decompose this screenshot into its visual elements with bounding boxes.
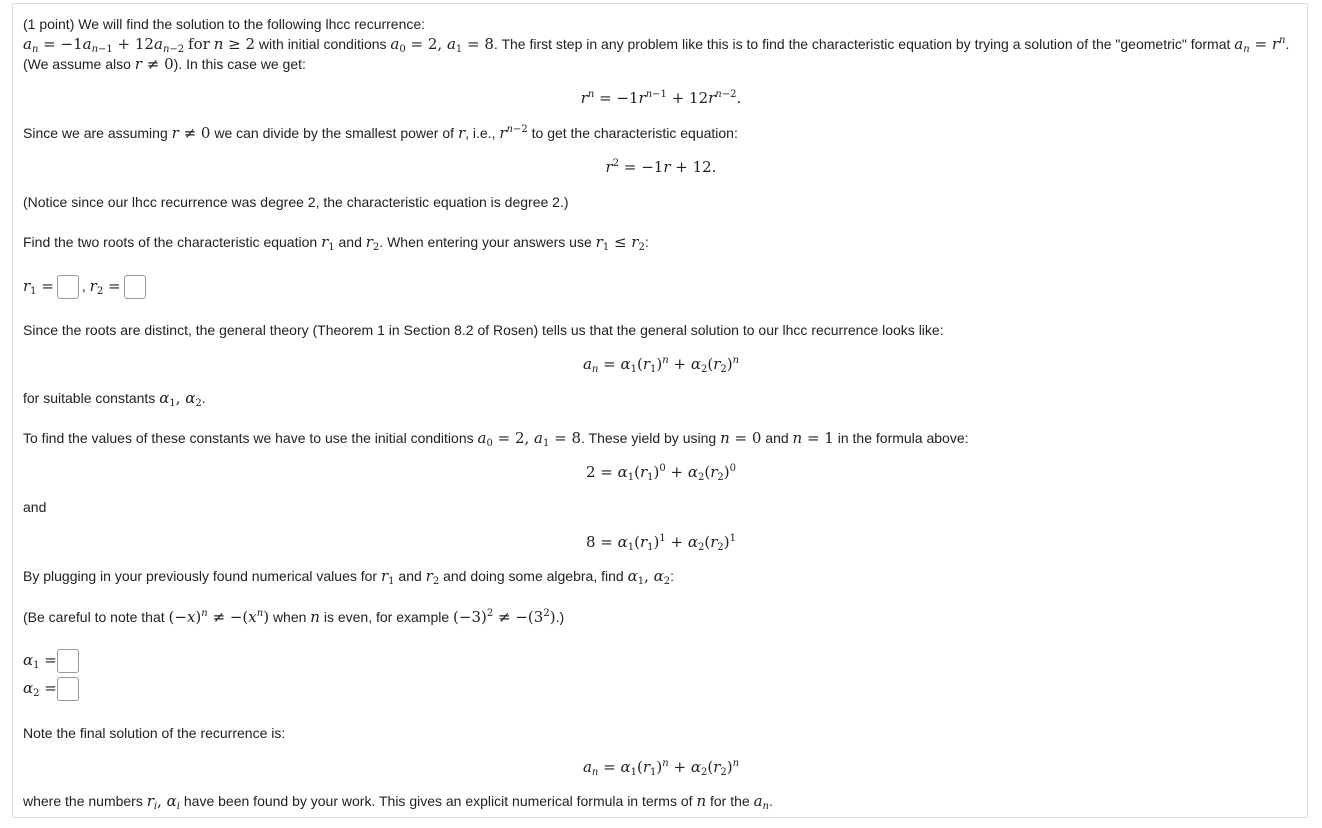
plug-r2: $r_2$: [425, 567, 440, 587]
display-equation-1: $r^n = -1r^{n-1} + 12r^{n-2}$.: [580, 89, 742, 107]
where-for: for the: [710, 793, 750, 809]
alpha1-row: [23, 647, 79, 673]
divide-post: to get the characteristic equation:: [531, 125, 738, 141]
recurrence-math: $a_n = -1a_{n-1} + 12a_{n-2}$: [23, 35, 185, 55]
suitable-line: [23, 389, 206, 407]
careful-line: [23, 608, 564, 626]
where-end: .: [769, 793, 773, 809]
initial-mid: . These yield by using: [581, 430, 717, 446]
divide-mid: we can divide by the smallest power of: [214, 125, 455, 141]
careful-example: $(-3)^2 \ne -(3^2)$: [453, 608, 556, 626]
careful-math: $(-x)^n \ne -(x^n)$: [168, 608, 270, 626]
plug-and: and: [398, 568, 422, 584]
alpha2-label: $\alpha_2$ =: [23, 679, 57, 699]
find-roots-pre: Find the two roots of the characteristic equation: [23, 234, 318, 250]
equation-2: $8 = \alpha_1(r_1)^1 + \alpha_2(r_2)^1$: [585, 533, 737, 553]
r1-label: $r_1$ =: [23, 277, 54, 297]
period: .: [1285, 36, 1290, 52]
n1-math: n = 1: [792, 429, 834, 447]
order-math: $r_1 \le r_2$: [595, 233, 645, 253]
alpha1-answer-input[interactable]: [57, 649, 79, 673]
where-n: n: [696, 792, 707, 810]
careful-mid: when: [272, 609, 307, 625]
roots-separator: ,: [81, 278, 86, 294]
plug-colon: :: [670, 568, 675, 584]
condition-math: n ≥ 2: [213, 35, 256, 53]
assume-pre: (We assume also: [23, 56, 131, 72]
where-mid: have been found by your work. This gives an explicit numerical formula in terms of: [183, 793, 693, 809]
divide-line: [23, 124, 738, 142]
assume-math: r ≠ 0: [134, 55, 174, 73]
find-roots-post: . When entering your answers use: [379, 234, 592, 250]
r1-answer-input[interactable]: [57, 275, 79, 299]
geometric-math: $a_n = r^n$: [1234, 35, 1286, 55]
with-text: with initial conditions: [258, 36, 387, 52]
where-an: $a_n$: [753, 792, 769, 812]
alpha1-label: $\alpha_1$ =: [23, 651, 57, 671]
suitable-math: $\alpha_1$, $\alpha_2$: [159, 389, 202, 409]
alpha2-row: [23, 675, 79, 701]
and-line: and: [23, 499, 47, 515]
careful-n: n: [310, 608, 320, 626]
careful-pre: (Be careful to note that: [23, 609, 165, 625]
initial-line: [23, 429, 969, 447]
initial-conditions-math: $a_0 = 2$, $a_1 = 8$: [390, 35, 494, 55]
n0-math: n = 0: [720, 429, 762, 447]
first-step-text: . The first step in any problem like this is to find the characteristic equation by trying a solution of the "geometric" format: [493, 36, 1231, 52]
assume-post: ). In this case we get:: [173, 56, 306, 72]
problem-panel: [12, 3, 1308, 818]
plug-post: and doing some algebra, find: [443, 568, 624, 584]
plug-line: [23, 567, 674, 585]
order-colon: :: [644, 234, 649, 250]
where-line: [23, 792, 773, 810]
divide-pre: Since we are assuming: [23, 125, 168, 141]
find-roots-and: and: [338, 234, 362, 250]
divide-power: $r^{n-2}$: [499, 124, 528, 142]
notice-text: (Notice since our lhcc recurrence was degree 2, the characteristic equation is degree 2.): [23, 194, 569, 210]
careful-mid2: is even, for example: [323, 609, 450, 625]
general-solution: $a_n = \alpha_1(r_1)^n + \alpha_2(r_2)^n$: [582, 355, 740, 375]
find-roots-line: [23, 233, 649, 251]
distinct-text: Since the roots are distinct, the general theory (Theorem 1 in Section 8.2 of Rosen) tells us that the general solution to our lhcc recurrence looks like:: [23, 322, 944, 338]
suitable-pre: for suitable constants: [23, 390, 156, 406]
and-text: and: [765, 430, 789, 446]
initial-math: $a_0 = 2$, $a_1 = 8$: [477, 429, 582, 449]
display-equation-2: $r^2 = -1r + 12$.: [605, 158, 717, 176]
equation-1: $2 = \alpha_1(r_1)^0 + \alpha_2(r_2)^0$: [585, 463, 737, 483]
initial-post: in the formula above:: [837, 430, 969, 446]
final-solution: $a_n = \alpha_1(r_1)^n + \alpha_2(r_2)^n$: [582, 758, 740, 778]
assume-line: [23, 55, 306, 73]
where-math: $r_i$, $\alpha_i$: [146, 792, 180, 812]
careful-post: .): [555, 609, 565, 625]
plug-alphas: $\alpha_1$, $\alpha_2$: [627, 567, 671, 587]
plug-r1: $r_1$: [380, 567, 395, 587]
recurrence-line: [23, 35, 1289, 53]
r2-answer-input[interactable]: [124, 275, 146, 299]
plug-pre: By plugging in your previously found numerical values for: [23, 568, 378, 584]
divide-r: r: [457, 124, 466, 142]
intro-text: (1 point) We will find the solution to the following lhcc recurrence:: [23, 16, 426, 32]
r2-label: $r_2$ =: [89, 277, 121, 297]
alpha2-answer-input[interactable]: [57, 677, 79, 701]
for-word: for: [188, 35, 210, 53]
divide-math: r ≠ 0: [171, 124, 211, 142]
where-pre: where the numbers: [23, 793, 143, 809]
roots-answer-row: [23, 273, 146, 299]
note-final-text: Note the final solution of the recurrence is:: [23, 725, 286, 741]
suitable-period: .: [201, 390, 206, 406]
r2-symbol: $r_2$: [365, 233, 380, 253]
r1-symbol: $r_1$: [321, 233, 335, 253]
initial-pre: To find the values of these constants we have to use the initial conditions: [23, 430, 474, 446]
divide-ie: , i.e.,: [465, 125, 496, 141]
